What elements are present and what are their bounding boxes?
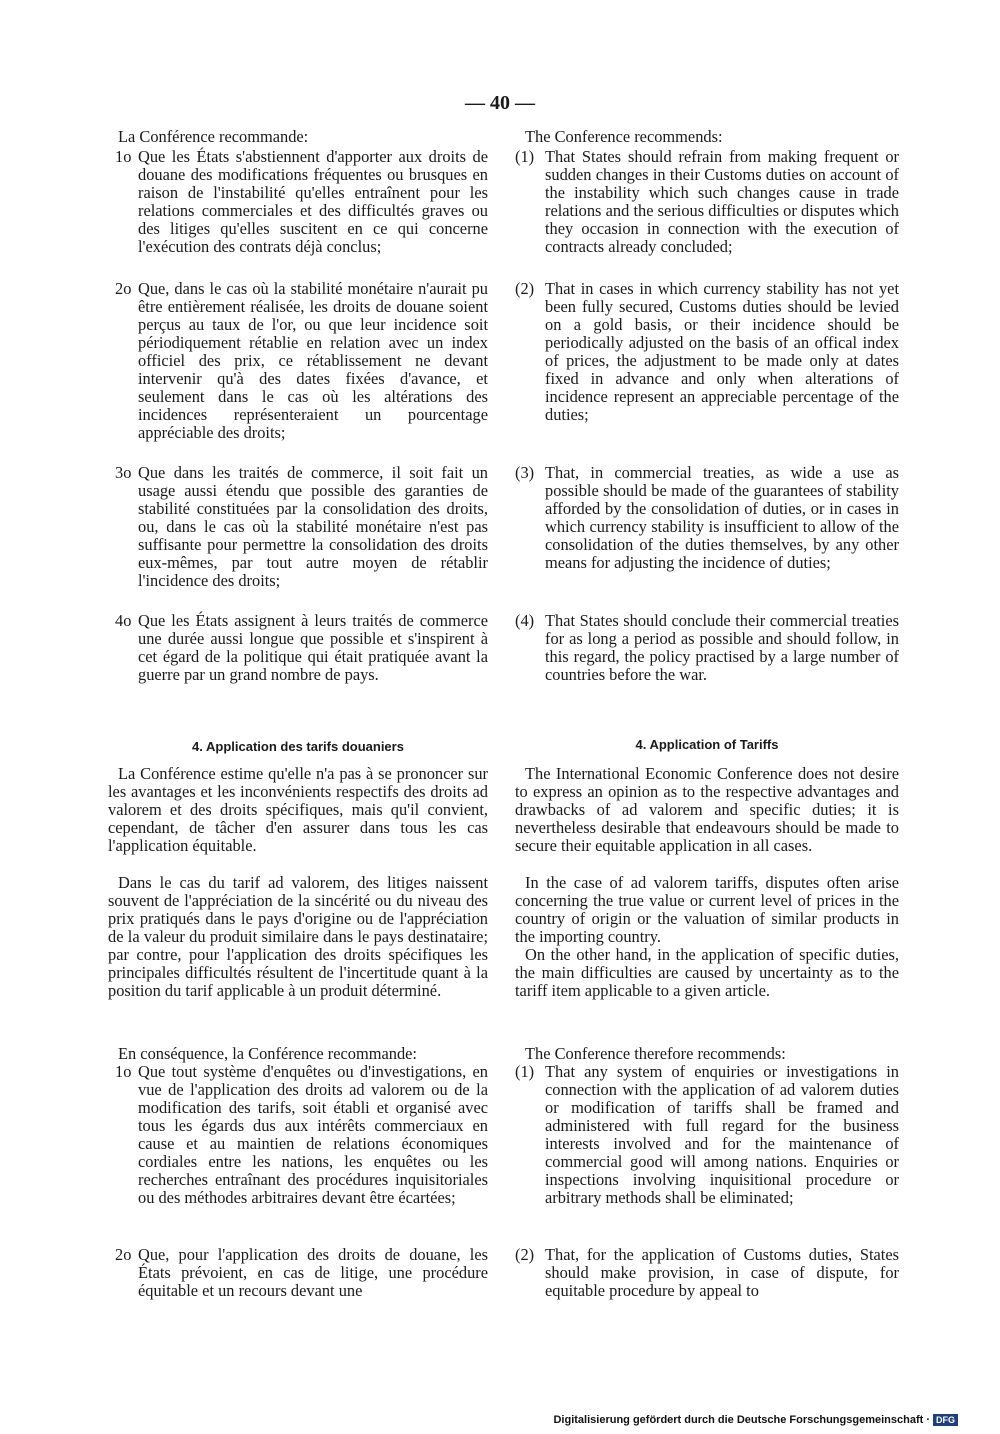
en-item-text: That, in commercial treaties, as wide a use as possible should be made of the guarantees of stability afforded by the consolidation of duties, or in cases in which currency stability is insufficient to allow of the consolidation of the duties themselves, by any other means for adjusting the incidence of duties; bbox=[545, 463, 899, 572]
fr-item2-2 bbox=[108, 1246, 488, 1300]
fr-item-number: 2o bbox=[115, 1245, 132, 1264]
fr-item-number: 4o bbox=[115, 611, 132, 630]
en-item-3 bbox=[515, 464, 899, 572]
fr-item-text: Que les États assignent à leurs traités de commerce une durée aussi longue que possible et s'inspirent à cet égard de la politique qui était pratiquée avant la guerre par un grand nombre de pays. bbox=[138, 611, 488, 684]
en-intro: The Conference recommends: bbox=[525, 127, 723, 146]
en-item-text: That States should refrain from making frequent or sudden changes in their Customs duties on account of the instability which such changes cause in trade relations and the serious difficulties or disputes which they occasion in connection with the execution of contracts already concluded; bbox=[545, 147, 899, 256]
en-item2-1 bbox=[515, 1063, 899, 1207]
en-item-number: (4) bbox=[515, 611, 535, 630]
en-section-heading: 4. Application of Tariffs bbox=[635, 737, 779, 752]
fr-item-number: 2o bbox=[115, 279, 132, 298]
dfg-logo: DFG bbox=[933, 1414, 958, 1426]
fr-item-3 bbox=[108, 464, 488, 590]
fr-intro: La Conférence recommande: bbox=[118, 127, 309, 146]
en-item-2 bbox=[515, 280, 899, 424]
fr-item-text: Que tout système d'enquêtes ou d'investigations, en vue de l'application des droits ad valorem ou de la modification des tarifs, soit établi et organisé avec tous les égards dus aux intérêts commerciaux en cause et au maintien de relations économiques cordiales entre les nations, les enquêtes ou les recherches entraînant des procédures inquisitoriales ou des méthodes arbitraires devant être écartées; bbox=[138, 1062, 488, 1207]
fr-item2-1 bbox=[108, 1063, 488, 1207]
fr-item-text: Que, dans le cas où la stabilité monétaire n'aurait pu être entièrement réalisée, les droits de douane soient perçus au taux de l'or, ou que leur incidence soit périodiquement rétablie en relation avec un index officiel des prix, ce rétablissement ne devant intervenir qu'à des dates fixées d'avance, et seulement dans le cas où les altérations des incidences représenteraient un pourcentage appréciable des droits; bbox=[138, 279, 488, 442]
fr-item-text: Que dans les traités de commerce, il soit fait un usage aussi étendu que possible des garanties de stabilité constituées par la consolidation des droits, ou, dans le cas où la stabilité monétaire n'est pas suffisante pour permettre la consolidation des droits eux-mêmes, par tout autre moyen de rétablir l'incidence des droits; bbox=[138, 463, 488, 590]
en-item-4 bbox=[515, 612, 899, 684]
en-item-1 bbox=[515, 148, 899, 256]
fr-item-4 bbox=[108, 612, 488, 684]
fr-intro-2: En conséquence, la Conférence recommande: bbox=[118, 1044, 417, 1063]
fr-item-1 bbox=[108, 148, 488, 256]
en-item-text: That in cases in which currency stability has not yet been fully secured, Customs duties should be levied on a gold basis, or their incidence should be periodically adjusted on the basis of an offical index of prices, the adjustment to be made only at dates fixed in advance and only when alterations of incidence represent an appreciable percentage of the duties; bbox=[545, 279, 899, 424]
en-item-text: That any system of enquiries or investigations in connection with the application of ad valorem duties or modification of tariffs shall be framed and administered with full regard for the business interests involved and for the maintenance of commercial good will among nations. Enquiries or inspections involving inquisitional procedure or arbitrary methods shall be eliminated; bbox=[545, 1062, 899, 1207]
fr-item-number: 1o bbox=[115, 147, 132, 166]
en-item-number: (2) bbox=[515, 1245, 535, 1264]
fr-section-heading: 4. Application des tarifs douaniers bbox=[192, 739, 404, 754]
page-number: — 40 — bbox=[465, 92, 535, 114]
fr-item-text: Que les États s'abstiennent d'apporter aux droits de douane des modifications fréquentes ou brusques en raison de l'instabilité qu'elles entraînent pour les relations commerciales et des difficultés graves ou des litiges qu'elles suscitent en ce qui concerne l'exécution des contrats déjà conclus; bbox=[138, 147, 488, 256]
en-item-number: (1) bbox=[515, 147, 535, 166]
fr-item-number: 1o bbox=[115, 1062, 132, 1081]
fr-paragraph-1: La Conférence estime qu'elle n'a pas à se prononcer sur les avantages et les inconvénients respectifs des droits ad valorem et des droits spécifiques, mais qu'il convient, cependant, de tâcher d'en assurer dans tous les cas l'application équitable. bbox=[108, 764, 488, 855]
en-item2-2 bbox=[515, 1246, 899, 1300]
en-paragraph-1: The International Economic Conference does not desire to express an opinion as to the respective advantages and drawbacks of ad valorem and specific duties; it is nevertheless desirable that endeavours should be made to secure their equitable application in all cases. bbox=[515, 764, 899, 855]
fr-item-text: Que, pour l'application des droits de douane, les États prévoient, en cas de litige, une procédure équitable et un recours devant une bbox=[138, 1245, 488, 1300]
en-paragraph-3: On the other hand, in the application of specific duties, the main difficulties are caused by uncertainty as to the tariff item applicable to a given article. bbox=[515, 945, 899, 1000]
en-paragraph-2: In the case of ad valorem tariffs, disputes often arise concerning the true value or current level of prices in the country of origin or the valuation of similar products in the importing country. bbox=[515, 873, 899, 946]
fr-item-2 bbox=[108, 280, 488, 442]
en-item-text: That States should conclude their commercial treaties for as long a period as possible and should follow, in this regard, the policy practised by a large number of countries before the war. bbox=[545, 611, 899, 684]
fr-item-number: 3o bbox=[115, 463, 132, 482]
en-item-text: That, for the application of Customs duties, States should make provision, in case of dispute, for equitable procedure by appeal to bbox=[545, 1245, 899, 1300]
en-intro-2: The Conference therefore recommends: bbox=[525, 1044, 786, 1063]
en-item-number: (2) bbox=[515, 279, 535, 298]
fr-paragraph-2: Dans le cas du tarif ad valorem, des litiges naissent souvent de l'appréciation de la sincérité ou du niveau des prix pratiqués dans le pays d'origine ou de l'appréciation de la valeur du produit similaire dans le pays destinataire; par contre, pour l'application des droits spécifiques les principales difficultés résultent de l'incertitude quant à la position du tarif applicable à un produit déterminé. bbox=[108, 873, 488, 1000]
en-item-number: (3) bbox=[515, 463, 535, 482]
digitization-footer bbox=[553, 1414, 958, 1426]
footer-text: Digitalisierung gefördert durch die Deutsche Forschungsgemeinschaft · bbox=[553, 1414, 930, 1426]
en-item-number: (1) bbox=[515, 1062, 535, 1081]
